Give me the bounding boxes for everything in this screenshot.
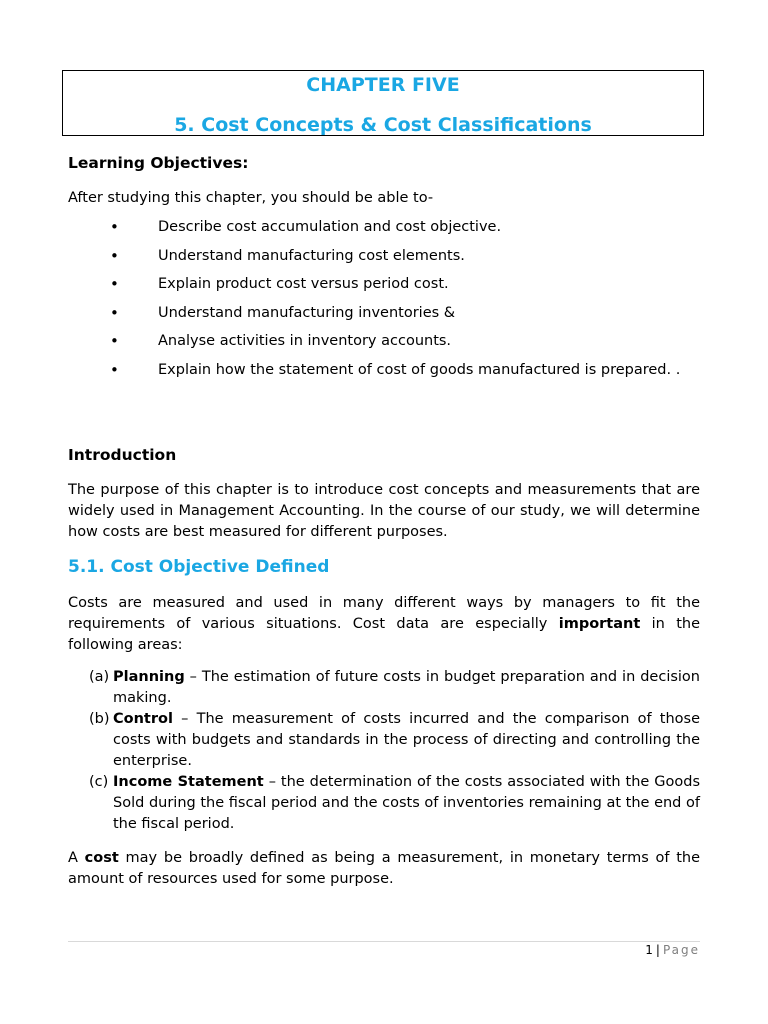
- list-item: • Understand manufacturing cost elements.: [110, 246, 465, 265]
- introduction-paragraph: The purpose of this chapter is to introduce cost concepts and measurements that are widely used in Management Accounting. In the course of our study, we will determine how costs are best measured for different purposes.: [68, 482, 700, 540]
- bullet-icon: •: [110, 246, 119, 265]
- list-item: • Analyse activities in inventory accounts.: [110, 332, 452, 350]
- learning-objectives-heading: Learning Objectives:: [68, 154, 249, 172]
- page-footer: 1 | Page: [645, 943, 700, 957]
- list-item: • Understand manufacturing inventories &: [110, 303, 456, 322]
- section-5-1-paragraph: Costs are measured and used in many different ways by managers to fit the requirements of various situations. Cost data are especially important in the following areas:: [68, 595, 701, 653]
- chapter-title: CHAPTER FIVE: [306, 74, 460, 96]
- list-marker: (b): [89, 711, 110, 727]
- cost-definition-paragraph: A cost may be broadly defined as being a measurement, in monetary terms of the amount of resources used for some purpose.: [68, 850, 701, 887]
- list-marker: (c): [89, 774, 109, 790]
- bullet-icon: •: [110, 360, 119, 379]
- section-5-1-heading: 5.1. Cost Objective Defined: [68, 557, 330, 577]
- page-label: Page: [662, 943, 700, 957]
- bullet-icon: •: [110, 332, 119, 350]
- list-item: (b) Control – The measurement of costs incurred and the comparison of those costs with budgets and standards in the process of directing and controlling the enterprise.: [89, 711, 700, 769]
- list-item: (a) Planning – The estimation of future costs in budget preparation and in decision making.: [89, 669, 700, 706]
- introduction-heading: Introduction: [68, 446, 177, 464]
- bullet-icon: •: [110, 303, 119, 322]
- bullet-icon: •: [110, 218, 119, 236]
- footer-divider: [68, 941, 700, 942]
- chapter-subtitle: 5. Cost Concepts & Cost Classifications: [174, 114, 592, 136]
- list-item: • Explain product cost versus period cost.: [110, 275, 449, 293]
- objectives-list: [0, 217, 768, 404]
- list-item: (c) Income Statement – the determination of the costs associated with the Goods Sold during the fiscal period and the costs of inventories remaining at the end of the fiscal period.: [89, 774, 700, 832]
- list-marker: (a): [89, 669, 110, 685]
- bullet-icon: •: [110, 275, 119, 293]
- chapter-title-box: [62, 70, 704, 136]
- objectives-intro: After studying this chapter, you should be able to-: [68, 190, 434, 206]
- list-item: • Explain how the statement of cost of goods manufactured is prepared. .: [110, 360, 681, 379]
- list-item: • Describe cost accumulation and cost objective.: [110, 218, 502, 236]
- areas-list: [0, 667, 768, 835]
- page-number: 1: [645, 943, 653, 957]
